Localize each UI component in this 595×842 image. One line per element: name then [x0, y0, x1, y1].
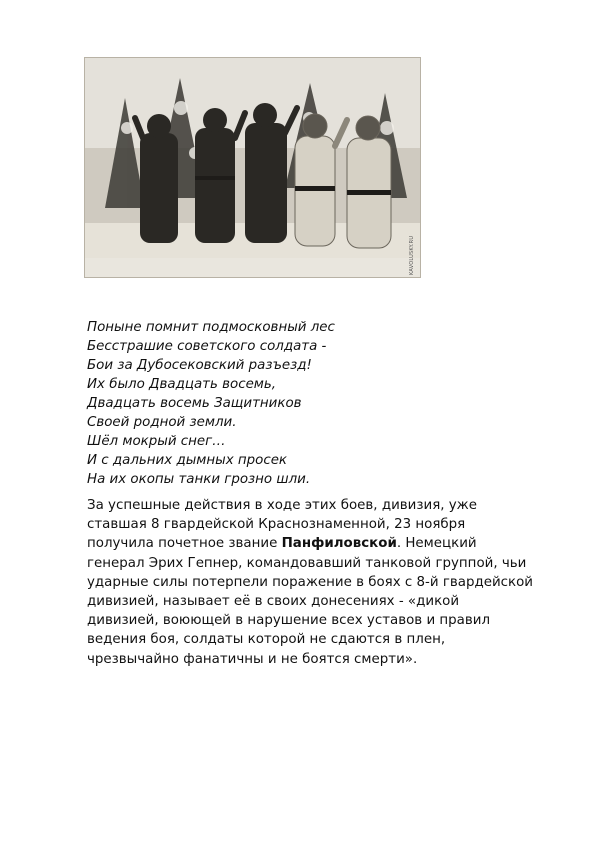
- paragraph-line: генерал Эрих Гепнер, командовавший танковой группой, чьи: [87, 555, 527, 571]
- paragraph-line: ударные силы потерпели поражение в боях с 8-й гвардейской: [87, 574, 534, 590]
- body-paragraph: [87, 496, 534, 669]
- photo-illustration: [85, 58, 421, 278]
- poem-line: Их было Двадцать восемь,: [87, 377, 277, 392]
- paragraph-line: дивизией, воюющей в нарушение всех уставов и правил: [87, 613, 491, 629]
- poem-line: Шёл мокрый снег…: [87, 434, 226, 449]
- paragraph-line: ставшая 8 гвардейской Краснознаменной, 23 ноября: [87, 517, 466, 533]
- poem-line: Бесстрашие советского солдата -: [87, 339, 327, 354]
- paragraph-line: ведения боя, солдаты которой не сдаются в плен,: [87, 632, 446, 648]
- poem-line: И с дальних дымных просек: [87, 453, 288, 468]
- poem-line: На их окопы танки грозно шли.: [87, 472, 311, 487]
- paragraph-line: [87, 534, 527, 553]
- paragraph-line: За успешные действия в ходе этих боев, дивизия, уже: [87, 498, 477, 513]
- historical-photo: [84, 57, 421, 278]
- paragraph-line: дивизией, называет её в своих донесениях - «дикой: [87, 594, 460, 610]
- poem-line: Двадцать восемь Защитников: [87, 396, 302, 411]
- poem: [87, 318, 507, 489]
- poem-line: Поныне помнит подмосковный лес: [87, 320, 335, 335]
- division-name-bold: Панфиловской: [281, 536, 397, 552]
- paragraph-line: чрезвычайно фанатичны и не боятся смерти».: [87, 651, 418, 667]
- photo-watermark: KAVOLUSKY.RU: [409, 235, 415, 275]
- paragraph-text: получила почетное звание: [87, 536, 282, 552]
- poem-line: Бои за Дубосековский разъезд!: [87, 358, 312, 373]
- poem-line: Своей родной земли.: [87, 415, 237, 430]
- paragraph-text: . Немецкий: [396, 536, 477, 552]
